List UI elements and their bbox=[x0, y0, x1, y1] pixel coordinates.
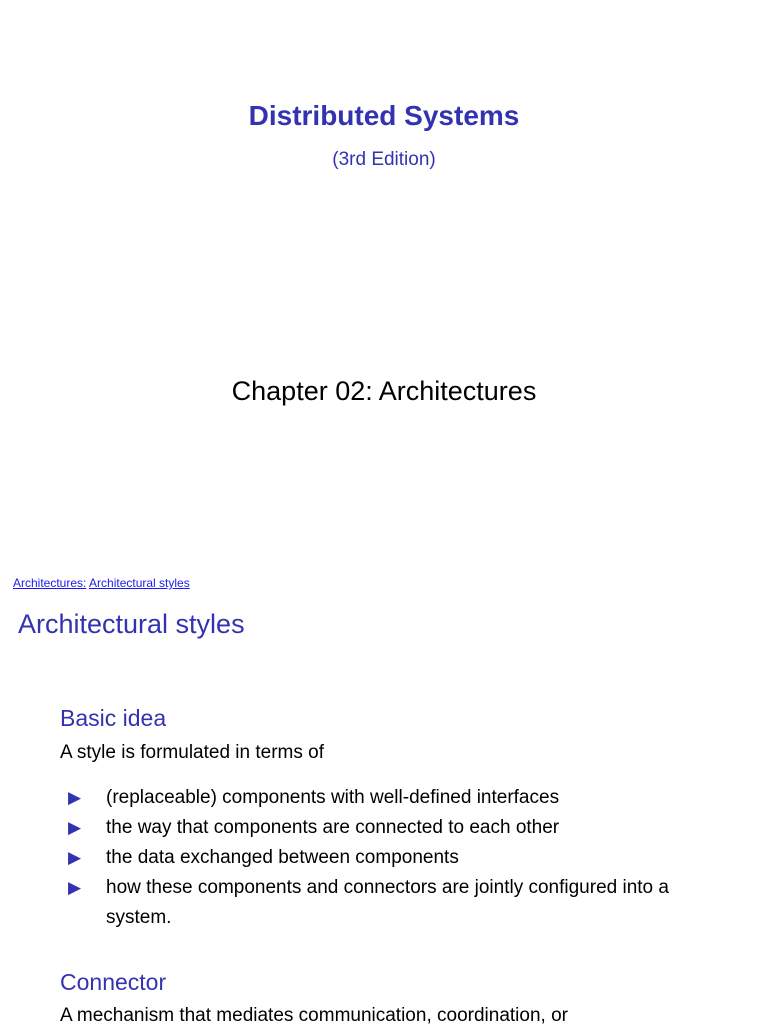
basic-idea-intro: A style is formulated in terms of bbox=[60, 742, 324, 763]
chapter-title: Chapter 02: Architectures bbox=[231, 376, 537, 406]
triangle-right-icon: ▶ bbox=[68, 788, 82, 807]
cover-edition: (3rd Edition) bbox=[332, 149, 436, 170]
triangle-right-icon: ▶ bbox=[68, 878, 82, 897]
list-item-text: the data exchanged between components bbox=[106, 847, 459, 868]
breadcrumb bbox=[13, 576, 190, 590]
breadcrumb-subsection-link[interactable]: Architectural styles bbox=[89, 576, 190, 590]
basic-idea-bullet-list bbox=[68, 783, 708, 933]
connector-text: A mechanism that mediates communication, coordination, or bbox=[60, 1005, 568, 1026]
list-item bbox=[68, 843, 708, 873]
triangle-right-icon: ▶ bbox=[68, 818, 82, 837]
triangle-right-icon: ▶ bbox=[68, 848, 82, 867]
list-item bbox=[68, 783, 708, 813]
list-item bbox=[68, 813, 708, 843]
connector-heading: Connector bbox=[60, 969, 167, 995]
list-item-text: (replaceable) components with well-defined interfaces bbox=[106, 787, 560, 808]
basic-idea-heading: Basic idea bbox=[60, 705, 167, 731]
cover-title: Distributed Systems bbox=[248, 100, 520, 131]
list-item-text: how these components and connectors are jointly configured into a system. bbox=[106, 877, 669, 928]
breadcrumb-section-link[interactable]: Architectures: bbox=[13, 576, 87, 590]
list-item bbox=[68, 873, 708, 933]
slide-title: Architectural styles bbox=[18, 609, 245, 639]
list-item-text: the way that components are connected to each other bbox=[106, 817, 560, 838]
